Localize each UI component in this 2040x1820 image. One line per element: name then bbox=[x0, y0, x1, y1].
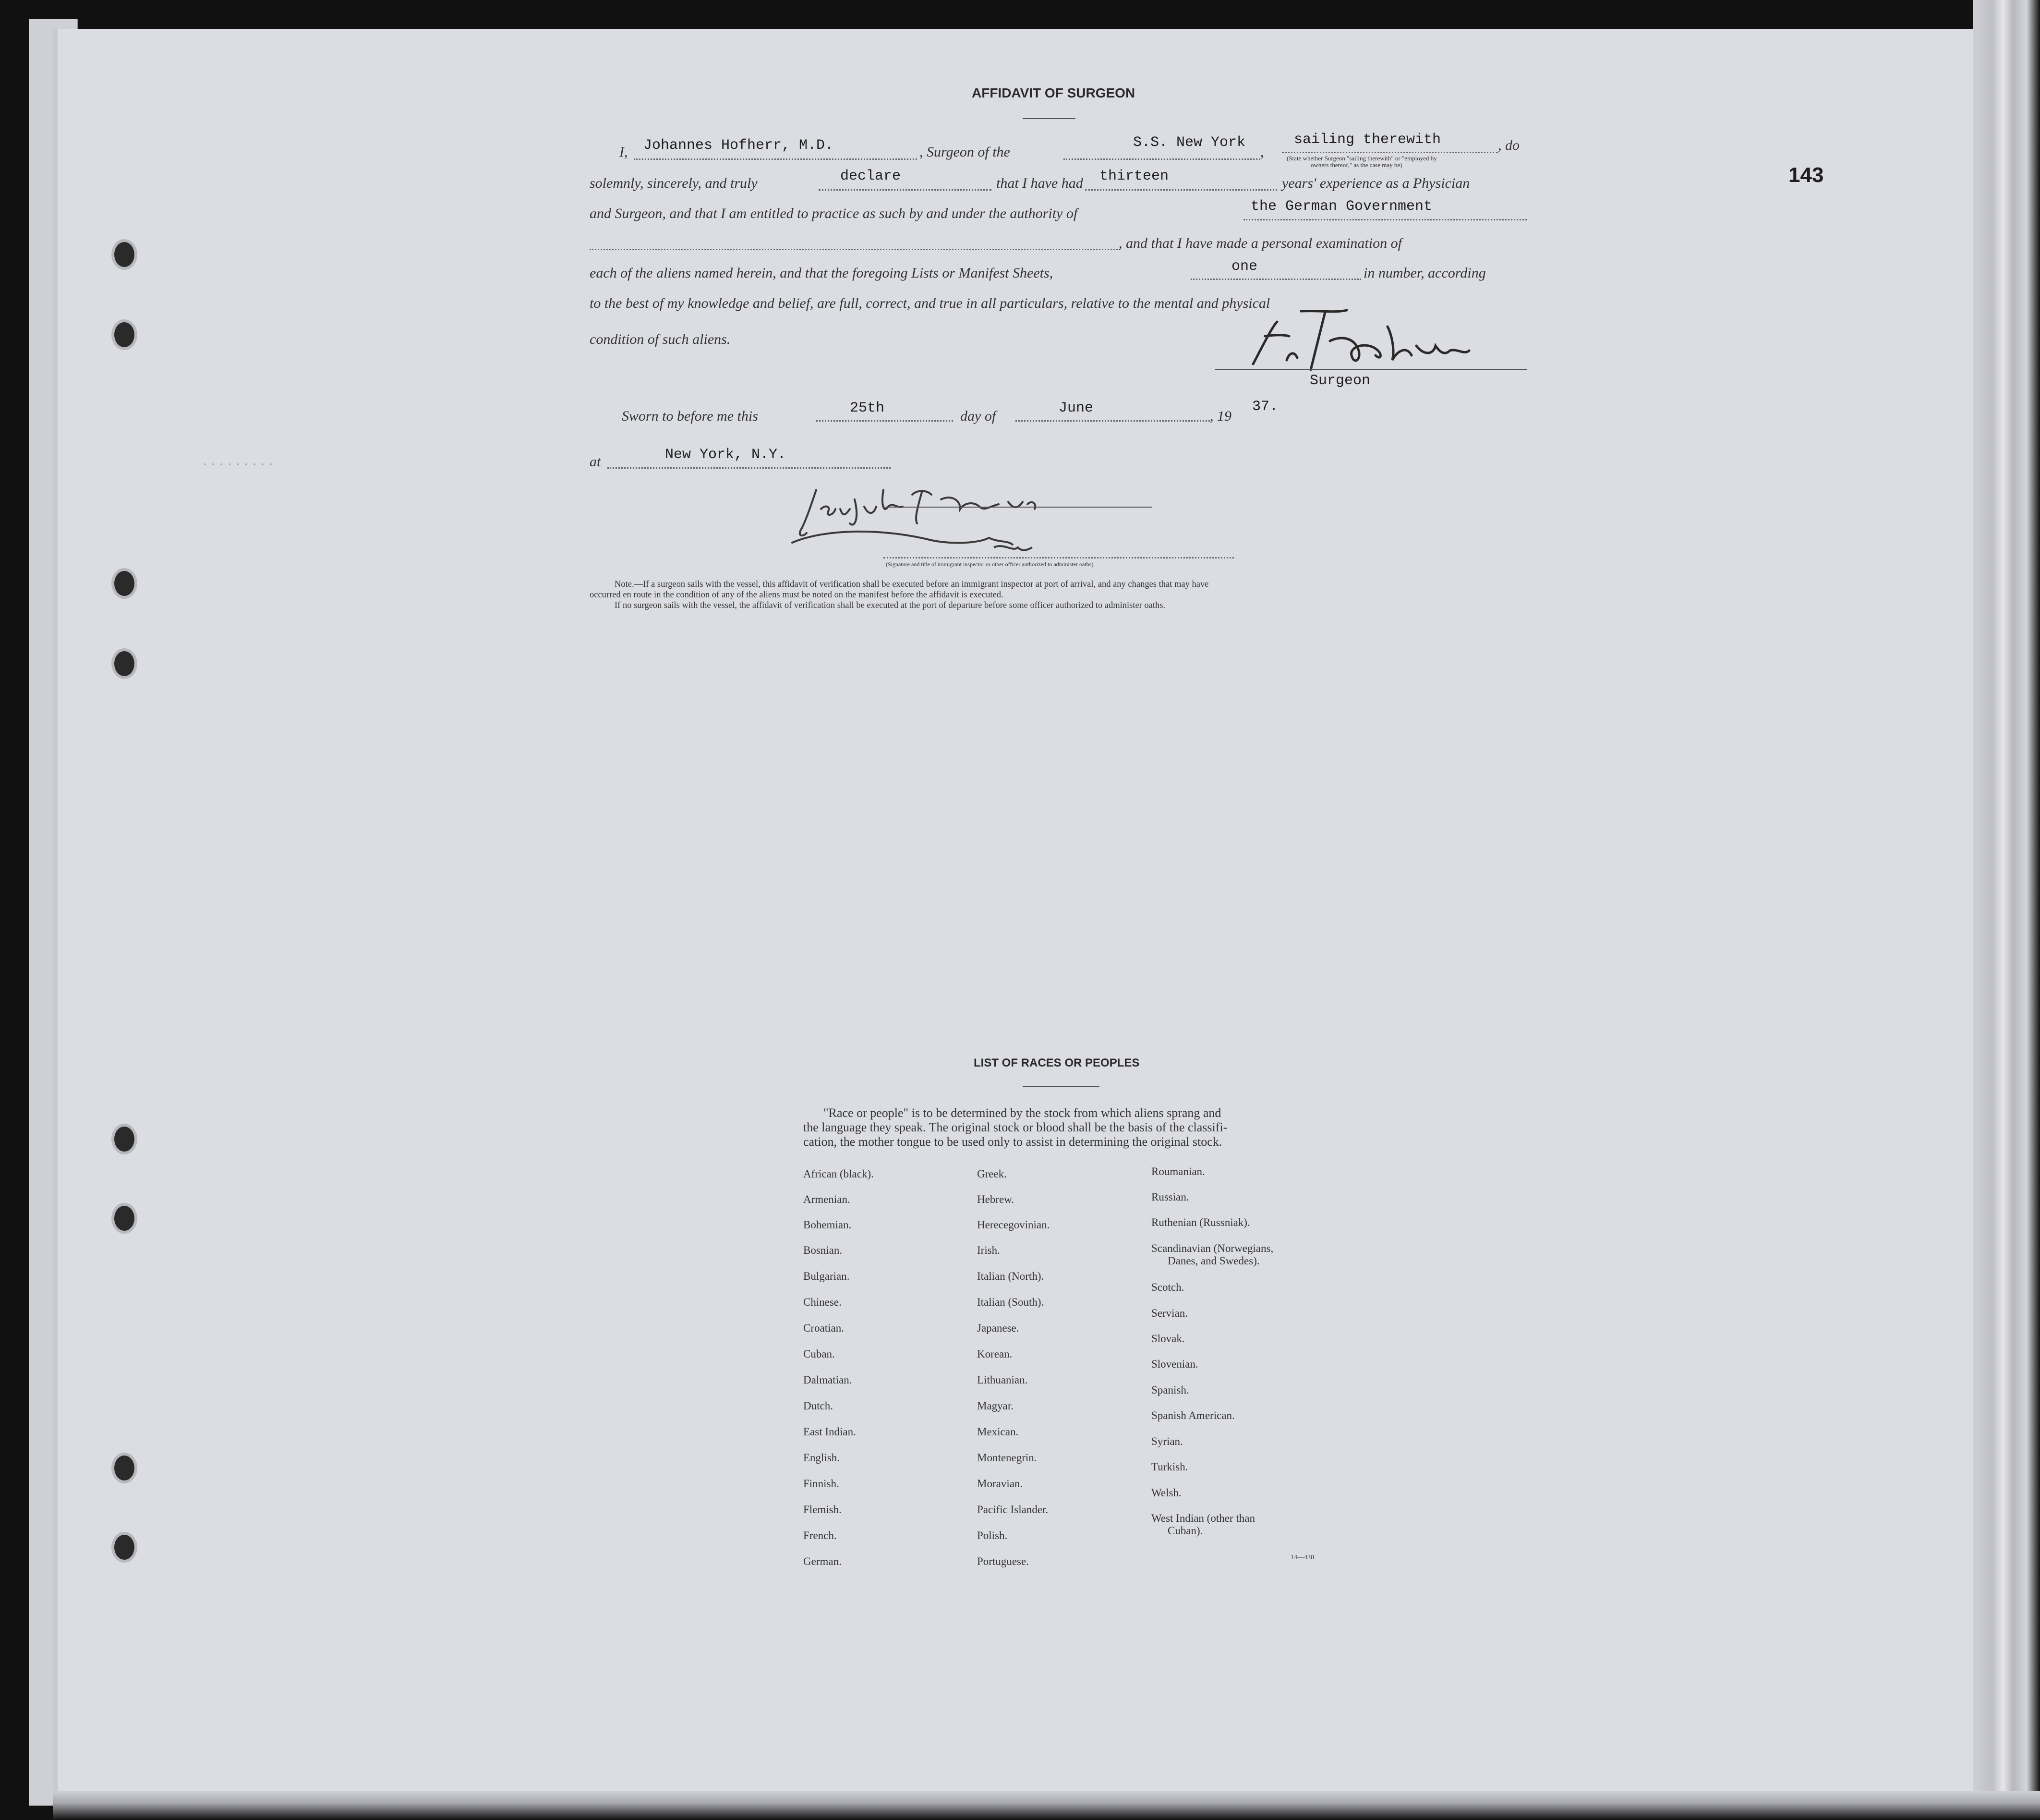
race-item: English. bbox=[803, 1452, 840, 1464]
race-item: Magyar. bbox=[977, 1400, 1014, 1412]
page-bottom-edge bbox=[53, 1791, 2040, 1820]
page-stack-edge bbox=[1973, 0, 2040, 1820]
race-item: Bosnian. bbox=[803, 1244, 843, 1256]
race-item: Scandinavian (Norwegians, bbox=[1151, 1242, 1274, 1254]
race-item: Slovenian. bbox=[1151, 1358, 1198, 1370]
vessel-line bbox=[1063, 158, 1260, 160]
race-item: Polish. bbox=[977, 1529, 1008, 1541]
note-text: If no surgeon sails with the vessel, the affidavit of verification shall be executed at the port of departure before some officer authorized to administer oaths. bbox=[615, 601, 1166, 610]
surgeon-signature bbox=[1243, 307, 1503, 375]
race-item: Cuban). bbox=[1168, 1525, 1203, 1537]
years-value: thirteen bbox=[1099, 168, 1169, 184]
race-item: Cuban. bbox=[803, 1348, 835, 1360]
affidavit-text: and Surgeon, and that I am entitled to practice as such by and under the authority of bbox=[590, 206, 1078, 221]
race-item: Spanish American. bbox=[1151, 1409, 1235, 1421]
affidavit-text: day of bbox=[960, 408, 996, 424]
race-item: French. bbox=[803, 1529, 837, 1541]
race-item: Dutch. bbox=[803, 1400, 833, 1412]
affidavit-text: in number, according bbox=[1364, 265, 1486, 281]
affidavit-text: solemnly, sincerely, and truly bbox=[590, 175, 758, 191]
surgeon-label: Surgeon bbox=[1310, 373, 1371, 389]
sworn-day-line bbox=[816, 420, 953, 422]
affidavit-text: at bbox=[590, 454, 601, 470]
binder-hole bbox=[111, 1453, 137, 1483]
races-intro: "Race or people" is to be determined by the stock from which aliens sprang and bbox=[823, 1106, 1221, 1120]
affidavit-text: to the best of my knowledge and belief, are full, correct, and true in all particulars, relative to the mental and physical bbox=[590, 295, 1270, 311]
race-item: Ruthenian (Russniak). bbox=[1151, 1216, 1250, 1228]
place-line bbox=[607, 467, 891, 469]
race-item: Bohemian. bbox=[803, 1219, 852, 1231]
affidavit-text: that I have had bbox=[996, 175, 1083, 191]
status-instruction: owners thereof," as the case may be) bbox=[1311, 161, 1402, 169]
races-title-rule bbox=[1023, 1086, 1099, 1087]
race-item: Herecegovinian. bbox=[977, 1219, 1050, 1231]
race-item: Flemish. bbox=[803, 1504, 842, 1516]
binder-hole bbox=[111, 319, 137, 350]
bleed-through-text: ········· bbox=[202, 459, 276, 471]
race-item: Moravian. bbox=[977, 1478, 1023, 1490]
affidavit-text: , 19 bbox=[1210, 408, 1231, 424]
note-text: occurred en route in the condition of any of the aliens must be noted on the manifest before the affidavit is executed. bbox=[590, 590, 1003, 600]
binder-hole bbox=[111, 1532, 137, 1563]
authority-value: the German Government bbox=[1251, 198, 1433, 215]
races-title: LIST OF RACES OR PEOPLES bbox=[974, 1056, 1140, 1069]
inspector-caption: (Signature and title of immigrant inspector or other officer authorized to administer oaths) bbox=[886, 561, 1094, 568]
race-item: Croatian. bbox=[803, 1322, 844, 1334]
affidavit-text: I, bbox=[619, 144, 628, 160]
races-intro: the language they speak. The original stock or blood shall be the basis of the classifi- bbox=[803, 1120, 1228, 1134]
race-item: Hebrew. bbox=[977, 1193, 1014, 1205]
races-intro: cation, the mother tongue to be used only to assist in determining the original stock. bbox=[803, 1135, 1222, 1149]
race-item: Bulgarian. bbox=[803, 1270, 850, 1282]
binder-hole bbox=[111, 1124, 137, 1154]
surgeon-name-value: Johannes Hofherr, M.D. bbox=[643, 137, 834, 154]
sheets-line bbox=[1191, 279, 1361, 280]
race-item: German. bbox=[803, 1555, 842, 1567]
race-item: Slovak. bbox=[1151, 1333, 1185, 1345]
inspector-title-line bbox=[883, 557, 1234, 558]
binder-hole bbox=[111, 239, 137, 270]
race-item: African (black). bbox=[803, 1168, 874, 1180]
race-item: Greek. bbox=[977, 1168, 1007, 1180]
affidavit-text: years' experience as a Physician bbox=[1282, 175, 1470, 191]
race-item: Lithuanian. bbox=[977, 1374, 1028, 1386]
sheets-value: one bbox=[1231, 258, 1258, 275]
binder-hole bbox=[111, 568, 137, 599]
race-item: Mexican. bbox=[977, 1426, 1019, 1438]
status-instruction: (State whether Surgeon "sailing therewith" or "employed by bbox=[1287, 155, 1437, 162]
binder-hole bbox=[111, 648, 137, 679]
place-value: New York, N.Y. bbox=[665, 447, 786, 463]
inspector-signature bbox=[787, 480, 1114, 562]
surgeon-status-line bbox=[1282, 152, 1498, 153]
race-item: Portuguese. bbox=[977, 1555, 1029, 1567]
race-item: Armenian. bbox=[803, 1193, 850, 1205]
declare-line bbox=[819, 189, 991, 191]
race-item: East Indian. bbox=[803, 1426, 856, 1438]
race-item: Turkish. bbox=[1151, 1461, 1188, 1473]
race-item: West Indian (other than bbox=[1151, 1512, 1255, 1524]
affidavit-text: each of the aliens named herein, and that the foregoing Lists or Manifest Sheets, bbox=[590, 265, 1053, 281]
binder-hole bbox=[111, 1203, 137, 1234]
race-item: Irish. bbox=[977, 1244, 1000, 1256]
sworn-day-value: 25th bbox=[850, 400, 885, 416]
race-item: Italian (North). bbox=[977, 1270, 1044, 1282]
race-item: Pacific Islander. bbox=[977, 1504, 1049, 1516]
race-item: Servian. bbox=[1151, 1307, 1188, 1319]
affidavit-text: condition of such aliens. bbox=[590, 331, 731, 347]
declare-value: declare bbox=[840, 168, 901, 184]
surgeon-name-line bbox=[634, 158, 917, 160]
race-item: Russian. bbox=[1151, 1191, 1189, 1203]
surgeon-status-value: sailing therewith bbox=[1294, 132, 1441, 148]
race-item: Dalmatian. bbox=[803, 1374, 852, 1386]
authority-line bbox=[1243, 219, 1527, 220]
race-item: Korean. bbox=[977, 1348, 1013, 1360]
race-item: Scotch. bbox=[1151, 1281, 1184, 1293]
affidavit-text: , Surgeon of the bbox=[919, 144, 1010, 160]
sworn-month-line bbox=[1015, 420, 1210, 422]
affidavit-text: , bbox=[1260, 144, 1264, 160]
race-item: Danes, and Swedes). bbox=[1168, 1255, 1260, 1267]
affidavit-title: AFFIDAVIT OF SURGEON bbox=[972, 85, 1135, 100]
affidavit-text: , do bbox=[1498, 137, 1520, 153]
title-rule bbox=[1023, 118, 1075, 119]
years-line bbox=[1085, 189, 1277, 191]
race-item: Syrian. bbox=[1151, 1435, 1183, 1447]
inspector-signature-line bbox=[883, 507, 1152, 508]
race-item: Welsh. bbox=[1151, 1487, 1182, 1499]
sworn-year-value: 37. bbox=[1252, 399, 1279, 415]
race-item: Japanese. bbox=[977, 1322, 1019, 1334]
surgeon-signature-line bbox=[1215, 369, 1527, 370]
race-item: Italian (South). bbox=[977, 1296, 1044, 1308]
note-text: Note.—If a surgeon sails with the vessel, this affidavit of verification shall be executed before an immigrant inspector at port of arrival, and any changes that may have bbox=[615, 580, 1209, 589]
form-code: 14—430 bbox=[1291, 1554, 1314, 1561]
authority-line-continued bbox=[590, 249, 1120, 250]
race-item: Montenegrin. bbox=[977, 1452, 1037, 1464]
affidavit-text: , and that I have made a personal examination of bbox=[1119, 235, 1402, 251]
race-item: Chinese. bbox=[803, 1296, 842, 1308]
race-item: Spanish. bbox=[1151, 1384, 1189, 1396]
page-number: 143 bbox=[1788, 163, 1824, 187]
race-item: Finnish. bbox=[803, 1478, 839, 1490]
race-item: Roumanian. bbox=[1151, 1165, 1205, 1177]
sworn-month-value: June bbox=[1059, 400, 1094, 416]
vessel-value: S.S. New York bbox=[1133, 134, 1246, 151]
affidavit-text: Sworn to before me this bbox=[622, 408, 758, 424]
